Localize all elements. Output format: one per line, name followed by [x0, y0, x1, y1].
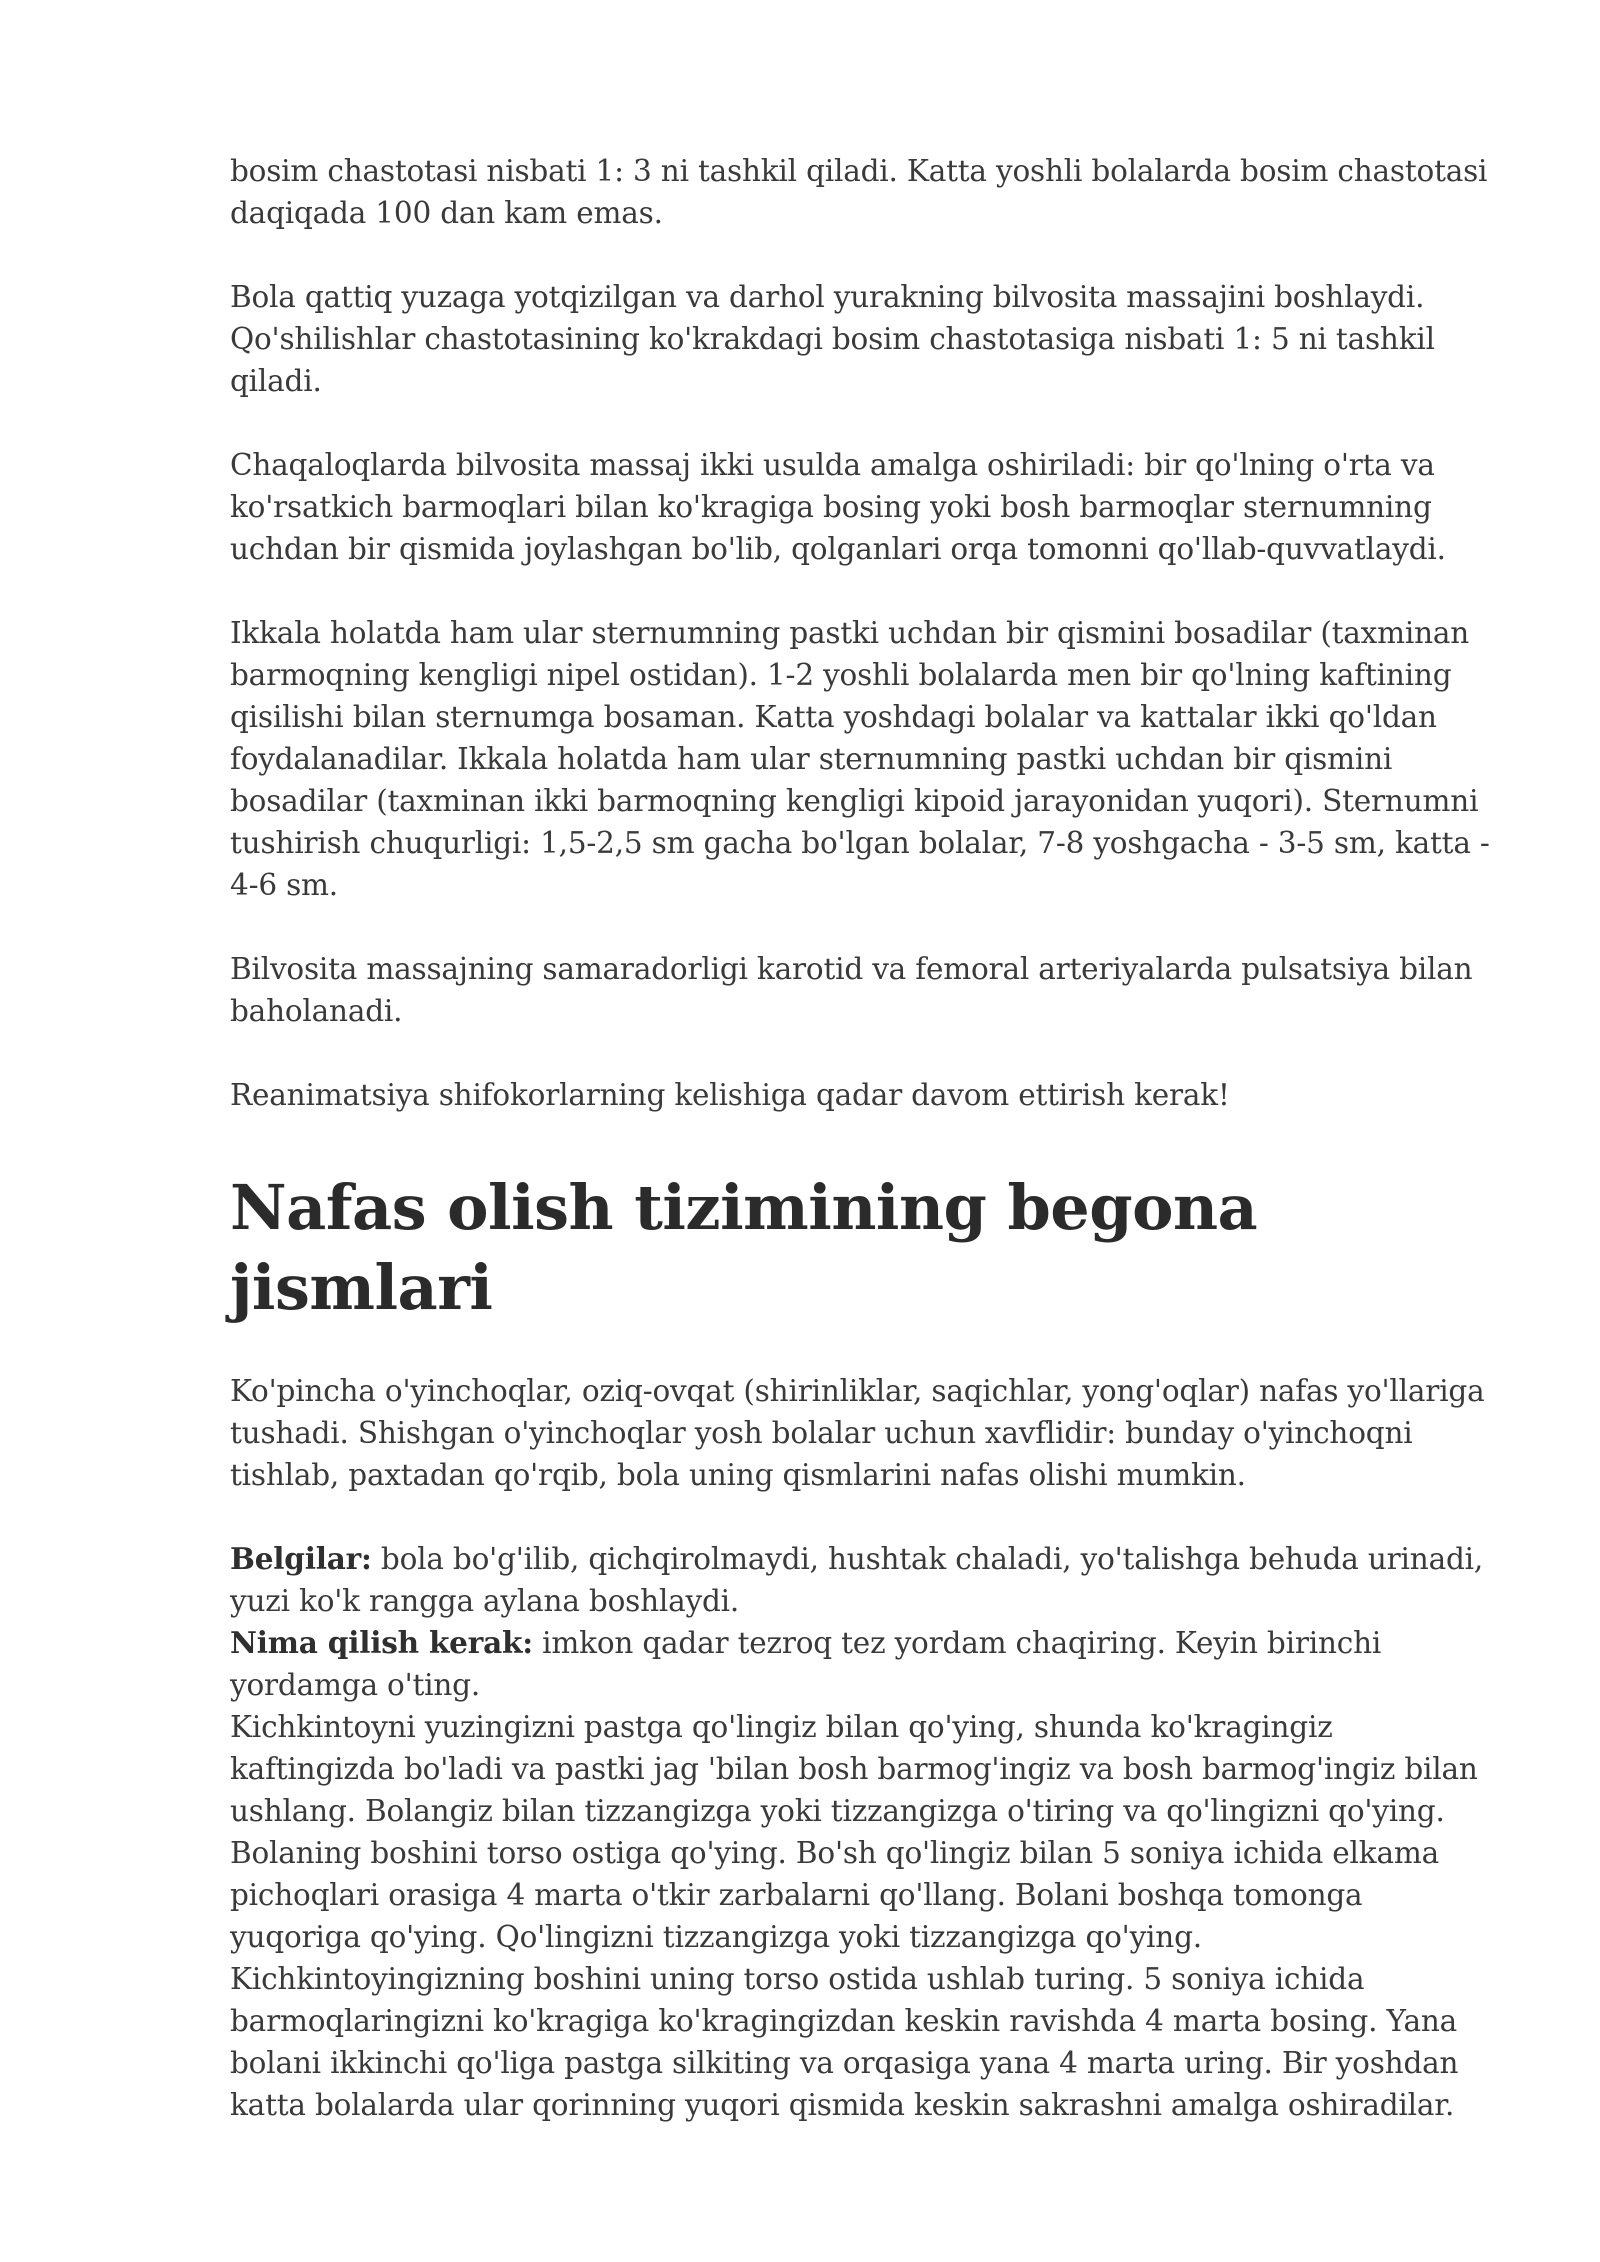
- what-to-do-text: imkon qadar tezroq tez yordam chaqiring. Keyin birinchi yordamga o'ting.: [230, 1626, 1382, 1702]
- paragraph-sternum-compression: Ikkala holatda ham ular sternumning pastki uchdan bir qismini bosadilar (taxminan barmoqning kengligi nipel ostidan). 1-2 yoshli bolalarda men bir qo'lning kaftining qisilishi bilan sternumga bosaman. Katta yoshdagi bolalar va kattalar ikki qo'ldan foydalanadilar. Ikkala holatda ham ular sternumning pastki uchdan bir qismini bosadilar (taxminan ikki barmoqning kengligi kipoid jarayonidan yuqori). Sternumni tushirish chuqurligi: 1,5-2,5 sm gacha bo'lgan bolalar, 7-8 yoshgacha - 3-5 sm, katta - 4-6 sm.: [230, 616, 1490, 902]
- paragraph-infant-massage-methods: Chaqaloqlarda bilvosita massaj ikki usulda amalga oshiriladi: bir qo'lning o'rta va ko'rsatkich barmoqlari bilan ko'kragiga bosing yoki bosh barmoqlar sternumning uchdan bir qismida joylashgan bo'lib, qolganlari orqa tomonni qo'llab-quvvatlaydi.: [230, 448, 1446, 566]
- paragraph-what-to-do: [230, 1622, 1500, 1706]
- paragraph-start-massage: Bola qattiq yuzaga yotqizilgan va darhol yurakning bilvosita massajini boshlaydi. Qo'shilishlar chastotasining ko'krakdagi bosim chastotasiga nisbati 1: 5 ni tashkil qiladi.: [230, 280, 1435, 398]
- signs-text: bola bo'g'ilib, qichqirolmaydi, hushtak chaladi, yo'talishga behuda urinadi, yuzi ko'k rangga aylana boshlaydi.: [230, 1542, 1484, 1618]
- paragraph-continue-resuscitation: Reanimatsiya shifokorlarning kelishiga qadar davom ettirish kerak!: [230, 1078, 1230, 1112]
- document-page: [230, 150, 1500, 2126]
- signs-label: Belgilar:: [230, 1541, 372, 1576]
- paragraph-compression-ratio-older: bosim chastotasi nisbati 1: 3 ni tashkil qiladi. Katta yoshli bolalarda bosim chastotasi daqiqada 100 dan kam emas.: [230, 154, 1488, 230]
- paragraph-instructions: Kichkintoyni yuzingizni pastga qo'lingiz bilan qo'ying, shunda ko'kragingiz kaftingizda bo'ladi va pastki jag 'bilan bosh barmog'ingiz va bosh barmog'ingiz bilan ushlang. Bolangiz bilan tizzangizga yoki tizzangizga o'tiring va qo'lingizni qo'ying. Bolaning boshini torso ostiga qo'ying. Bo'sh qo'lingiz bilan 5 soniya ichida elkama pichoqlari orasiga 4 marta o'tkir zarbalarni qo'llang. Bolani boshqa tomonga yuqoriga qo'ying. Qo'lingizni tizzangizga yoki tizzangizga qo'ying. Kichkintoyingizning boshini uning torso ostida ushlab turing. 5 soniya ichida barmoqlaringizni ko'kragiga ko'kragingizdan keskin ravishda 4 marta bosing. Yana bolani ikkinchi qo'liga pastga silkiting va orqasiga yana 4 marta uring. Bir yoshdan katta bolalarda ular qorinning yuqori qismida keskin sakrashni amalga oshiradilar.: [230, 1710, 1478, 2122]
- section-heading: Nafas olish tizimining begona jismlari: [230, 1171, 1258, 1324]
- paragraph-massage-effectiveness: Bilvosita massajning samaradorligi karotid va femoral arteriyalarda pulsatsiya bilan baholanadi.: [230, 952, 1473, 1028]
- paragraph-section-intro: Ko'pincha o'yinchoqlar, oziq-ovqat (shirinliklar, saqichlar, yong'oqlar) nafas yo'llariga tushadi. Shishgan o'yinchoqlar yosh bolalar uchun xavflidir: bunday o'yinchoqni tishlab, paxtadan qo'rqib, bola uning qismlarini nafas olishi mumkin.: [230, 1374, 1485, 1492]
- paragraph-signs: [230, 1538, 1500, 1622]
- what-to-do-label: Nima qilish kerak:: [230, 1625, 533, 1660]
